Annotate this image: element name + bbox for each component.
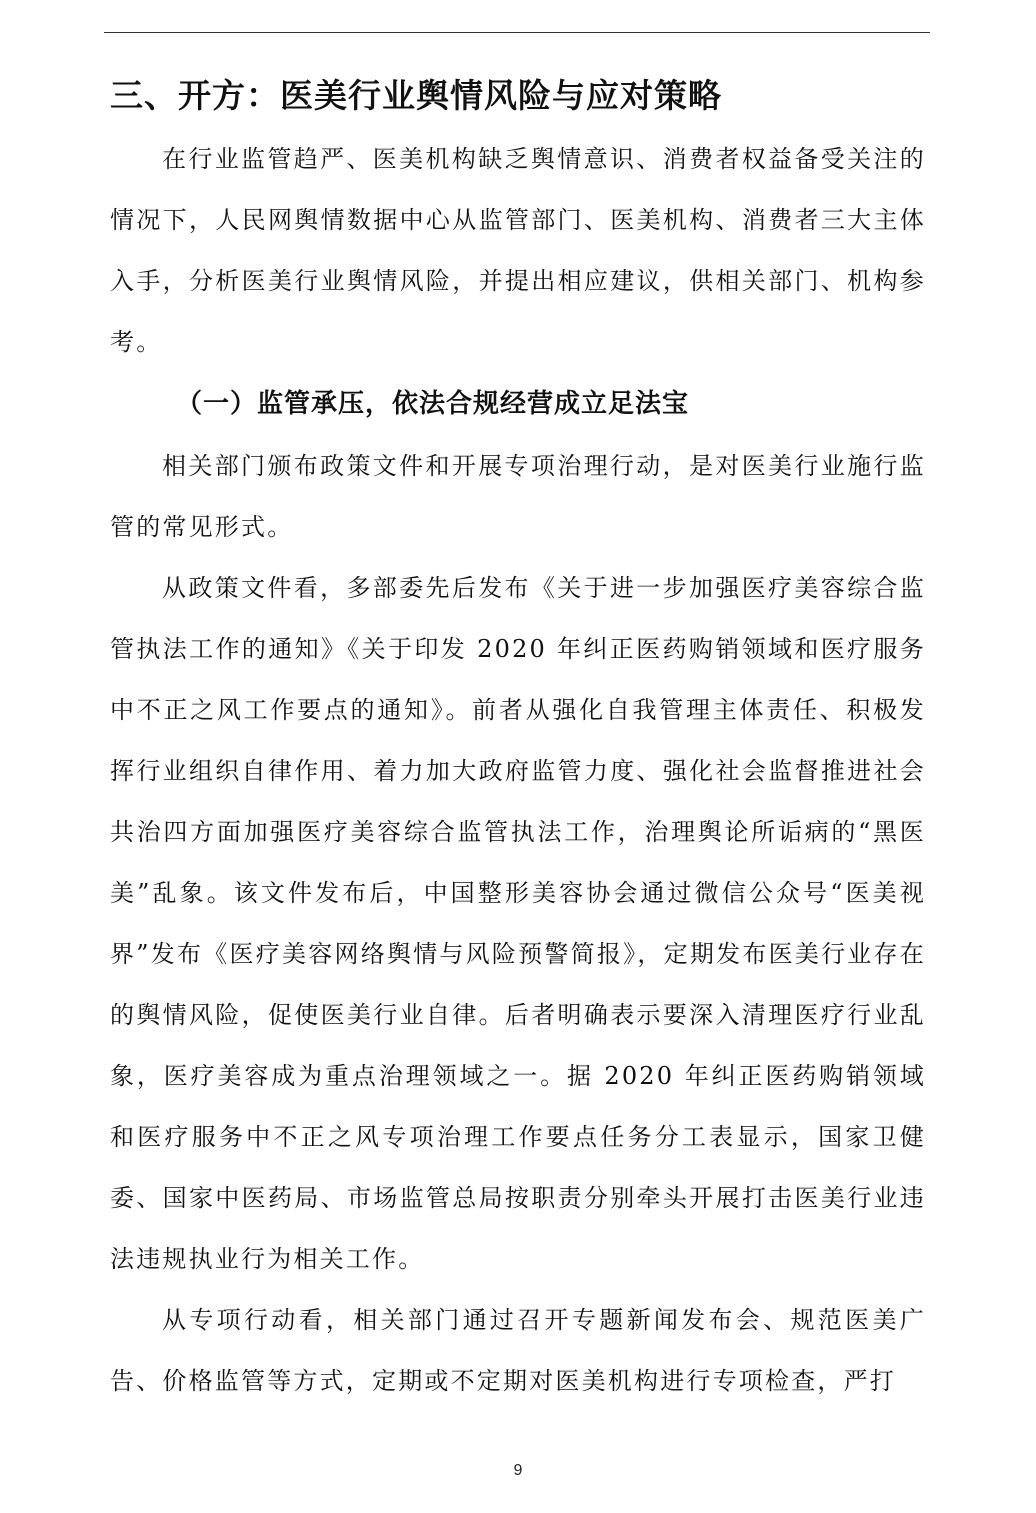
document-body bbox=[110, 70, 926, 1412]
section-title: 三、开方：医美行业舆情风险与应对策略 bbox=[110, 76, 722, 115]
page-number: 9 bbox=[513, 1462, 523, 1479]
body-paragraph-2: 从政策文件看，多部委先后发布《关于进一步加强医疗美容综合监管执法工作的通知》《关于印发 2020 年纠正医药购销领域和医疗服务中不正之风工作要点的通知》。前者从强化自我管理主体责任、积极发挥行业组织自律作用、着力加大政府监管力度、强化社会监督推进社会共治四方面加强医疗美容综合监管执法工作，治理舆论所诟病的“黑医美”乱象。该文件发布后，中国整形美容协会通过微信公众号“医美视界”发布《医疗美容网络舆情与风险预警简报》，定期发布医美行业存在的舆情风险，促使医美行业自律。后者明确表示要深入清理医疗行业乱象，医疗美容成为重点治理领域之一。据 2020 年纠正医药购销领域和医疗服务中不正之风专项治理工作要点任务分工表显示，国家卫健委、国家中医药局、市场监管总局按职责分别牵头开展打击医美行业违法违规执业行为相关工作。 bbox=[110, 574, 926, 1273]
header-rule bbox=[104, 32, 930, 33]
intro-paragraph: 在行业监管趋严、医美机构缺乏舆情意识、消费者权益备受关注的情况下，人民网舆情数据中心从监管部门、医美机构、消费者三大主体入手，分析医美行业舆情风险，并提出相应建议，供相关部门、机构参考。 bbox=[110, 145, 926, 356]
body-paragraph-3: 从专项行动看，相关部门通过召开专题新闻发布会、规范医美广告、价格监管等方式，定期或不定期对医美机构进行专项检查，严打 bbox=[110, 1306, 926, 1395]
body-paragraph-1: 相关部门颁布政策文件和开展专项治理行动，是对医美行业施行监管的常见形式。 bbox=[110, 452, 926, 541]
subsection-title: （一）监管承压，依法合规经营成立足法宝 bbox=[176, 389, 690, 419]
